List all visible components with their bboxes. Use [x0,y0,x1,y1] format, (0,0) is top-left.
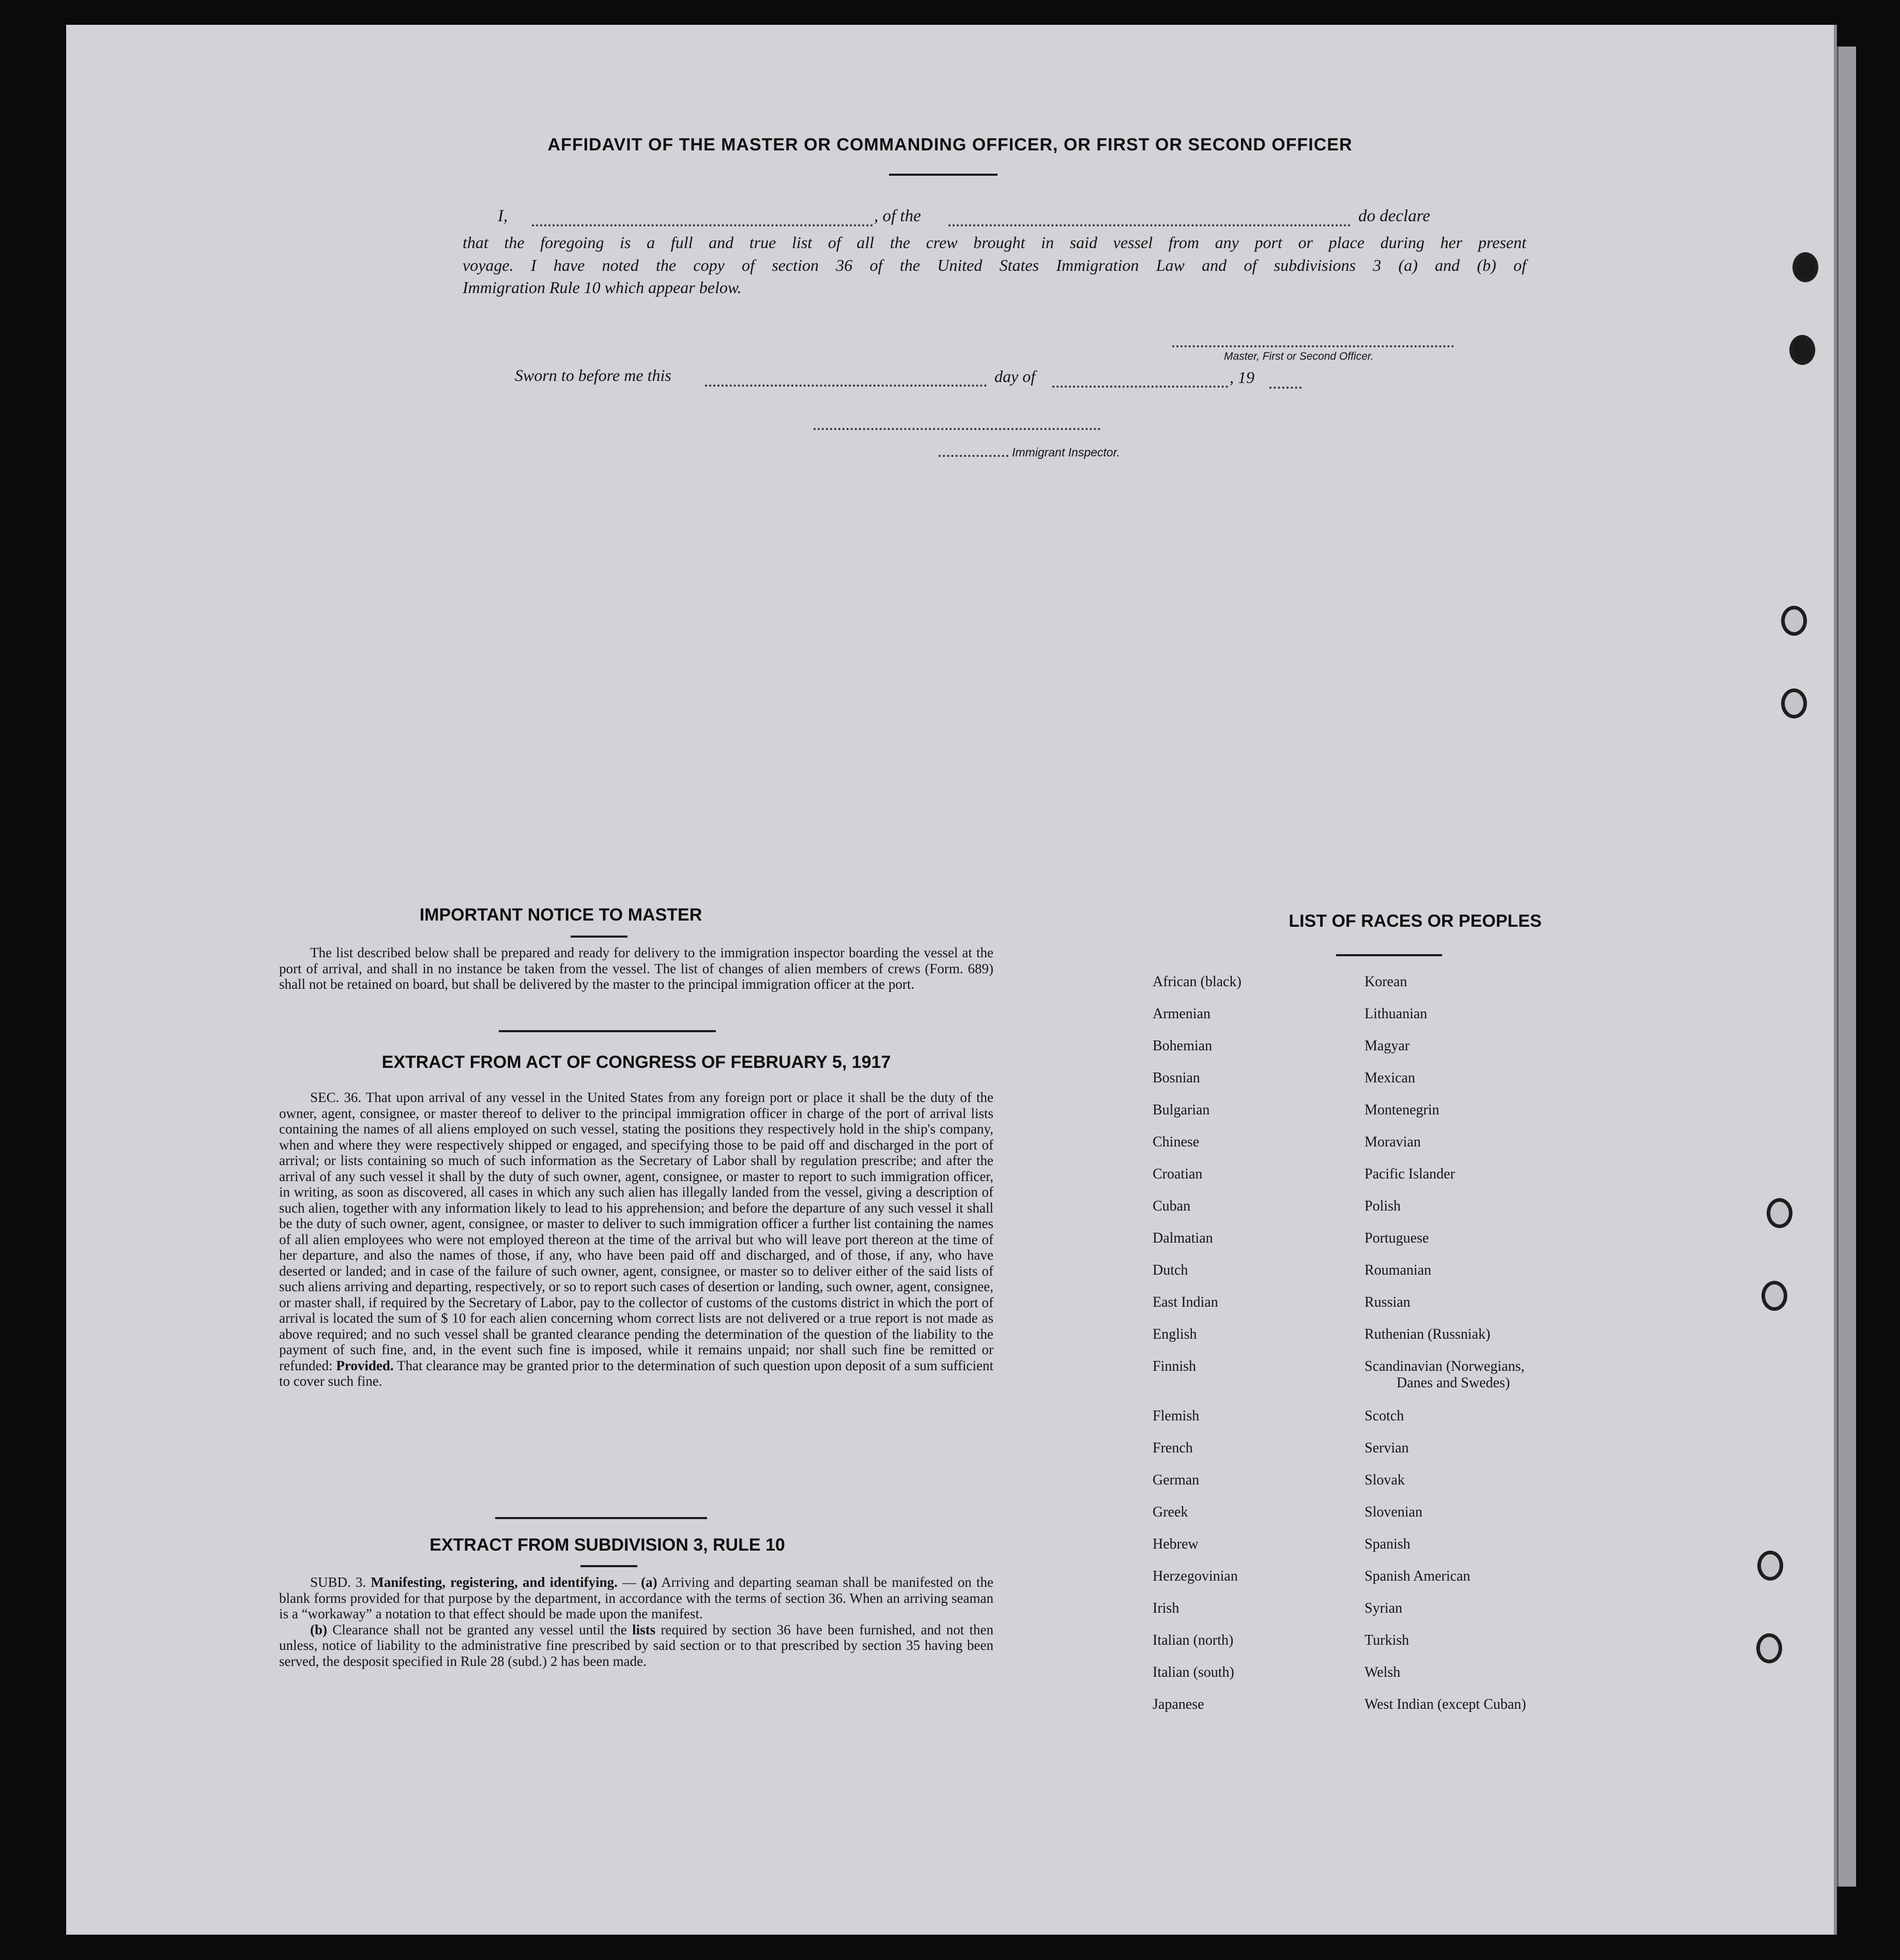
race-left-cell: Chinese [1153,1134,1200,1150]
race-row [1153,1408,1618,1440]
day-of-label: day of [994,367,1036,386]
affidavit-i-label: I, [498,207,508,225]
document-page [66,25,1837,1935]
race-row [1153,1198,1618,1230]
race-row [1153,1600,1618,1632]
race-row [1153,1358,1618,1408]
notice-separator [499,1030,716,1032]
race-row [1153,1472,1618,1504]
race-right-cell: West Indian (except Cuban) [1365,1696,1526,1712]
race-row [1153,1006,1618,1038]
sworn-day-blank[interactable] [705,385,987,387]
binder-hole-icon [1761,1281,1787,1311]
signature-caption: Master, First or Second Officer. [1224,350,1374,362]
races-table-body [1153,974,1618,1728]
race-right-cell: Slovenian [1365,1504,1422,1520]
race-right-cell: Polish [1365,1198,1401,1214]
affidavit-line-1 [498,207,1526,233]
race-row [1153,1440,1618,1472]
notice-title-rule [571,936,627,938]
rule-a-paragraph [279,1574,993,1622]
race-right-cell: Turkish [1365,1632,1409,1648]
act-provided: Provided. [336,1357,394,1373]
rule-title-rule [580,1565,637,1567]
race-row [1153,1632,1618,1664]
rule-text [279,1574,993,1669]
race-left-cell: Flemish [1153,1408,1200,1424]
rule-b-paragraph [279,1622,993,1670]
race-row [1153,1696,1618,1728]
race-row [1153,974,1618,1006]
race-right-cell: Scandinavian (Norwegians, Danes and Swedes) [1365,1358,1525,1391]
race-left-cell: Dalmatian [1153,1230,1213,1246]
races-title-rule [1336,954,1442,956]
race-left-cell: Italian (south) [1153,1664,1234,1680]
affidavit-vessel-blank[interactable] [948,224,1351,226]
race-left-cell: Croatian [1153,1166,1203,1182]
race-right-cell: Welsh [1365,1664,1401,1680]
binder-hole-icon [1767,1198,1792,1228]
race-row [1153,1326,1618,1358]
race-row [1153,1262,1618,1294]
race-right-cell: Moravian [1365,1134,1421,1150]
rule-b-lists: lists [632,1621,656,1637]
act-separator [495,1517,707,1519]
race-left-cell: Cuban [1153,1198,1191,1214]
race-right-cell: Magyar [1365,1038,1410,1054]
race-right-cell: Pacific Islander [1365,1166,1455,1182]
race-row [1153,1664,1618,1696]
binder-hole-icon [1789,335,1815,365]
binder-hole-icon [1756,1633,1782,1663]
race-row [1153,1038,1618,1070]
race-row [1153,1134,1618,1166]
act-text [279,1090,993,1389]
race-right-cell: Lithuanian [1365,1006,1428,1022]
race-right-cell: Slovak [1365,1472,1405,1488]
rule-title: EXTRACT FROM SUBDIVISION 3, RULE 10 [430,1535,785,1555]
race-left-cell: East Indian [1153,1294,1218,1310]
year-label: , 19 [1230,368,1254,387]
race-row [1153,1070,1618,1102]
race-left-cell: Bulgarian [1153,1102,1210,1118]
affidavit-title: AFFIDAVIT OF THE MASTER OR COMMANDING OFFICER, OR FIRST OR SECOND OFFICER [547,135,1353,155]
signature-line[interactable] [1172,345,1454,347]
rule-a-dash: — [622,1574,637,1590]
race-left-cell: African (black) [1153,974,1242,990]
race-right-cell: Servian [1365,1440,1409,1456]
binder-hole-icon [1792,252,1818,282]
race-row [1153,1536,1618,1568]
race-left-cell: Japanese [1153,1696,1204,1712]
races-title: LIST OF RACES OR PEOPLES [1289,911,1542,931]
rule-a-text: Arriving and departing seaman shall be manifested on the blank forms provided for that purpose by the department, in accordance with the terms of section 36. When an arriving seaman is a “workaway” a notation to that effect should be made upon the manifest. [279,1574,994,1621]
rule-a-heading: Manifesting, registering, and identifying. [371,1574,618,1590]
race-row [1153,1294,1618,1326]
race-left-cell: Finnish [1153,1358,1197,1374]
act-body-end: That clearance may be granted prior to the determination of such question upon deposit of a sum sufficient to cover such fine. [279,1357,993,1389]
binder-hole-icon [1781,688,1807,718]
race-left-cell: Greek [1153,1504,1188,1520]
race-right-cell: Mexican [1365,1070,1415,1086]
race-row [1153,1166,1618,1198]
race-right-cell: Korean [1365,974,1407,990]
race-left-cell: English [1153,1326,1197,1342]
act-title: EXTRACT FROM ACT OF CONGRESS OF FEBRUARY 5, 1917 [381,1052,891,1072]
races-table [1153,974,1618,1728]
binder-hole-icon [1781,606,1807,636]
affidavit-line-4: Immigration Rule 10 which appear below. [463,278,742,297]
race-right-cell: Syrian [1365,1600,1403,1616]
race-left-cell: Dutch [1153,1262,1188,1278]
sworn-year-blank[interactable] [1269,387,1301,389]
race-left-cell: Bosnian [1153,1070,1200,1086]
notice-text: The list described below shall be prepared and ready for delivery to the immigration inspector boarding the vessel at the port of arrival, and shall in no instance be taken from the vessel. The list of changes of alien members of crews (Form. 689) shall not be retained on board, but shall be delivered by the master to the principal immigration officer at the port. [279,945,993,992]
race-right-cell: Ruthenian (Russniak) [1365,1326,1491,1342]
sworn-label: Sworn to before me this [515,366,671,385]
rule-b-text-2: required by section 36 have been furnished, and not then unless, notice of liability to the administrative fine prescribed by said section or to that prescribed by section 35 having been served, the desposit specified in Rule 28 (subd.) 2 has been made. [279,1621,994,1669]
rule-b-text-1: Clearance shall not be granted any vessel until the [332,1621,627,1637]
rule-b-label: (b) [310,1621,327,1637]
inspector-caption: Immigrant Inspector. [1012,446,1120,459]
race-right-cell: Spanish [1365,1536,1411,1552]
sworn-month-blank[interactable] [1052,386,1228,388]
rule-a-prefix: SUBD. 3. [310,1574,366,1590]
affidavit-name-blank[interactable] [532,224,873,226]
race-row [1153,1504,1618,1536]
race-right-cell: Roumanian [1365,1262,1432,1278]
race-right-cell: Portuguese [1365,1230,1429,1246]
affidavit-of-the-label: , of the [874,207,921,225]
race-row [1153,1568,1618,1600]
race-row [1153,1102,1618,1134]
affidavit-line-3: voyage. I have noted the copy of section 36 of the United States Immigration Law and of subdivisions 3 (a) and (b) of [463,256,1526,274]
race-left-cell: German [1153,1472,1200,1488]
act-body: SEC. 36. That upon arrival of any vessel in the United States from any foreign port or place it shall be the duty of the owner, agent, consignee, or master thereof to deliver to the principal immigration officer in charge of the port of arrival lists containing the names of all aliens employed on such vessel, stating the positions they respectively hold in the ship's company, when and where they were respectively shipped or engaged, and specifying those to be paid off and discharged in the port of arrival; or lists containing so much of such information as the Secretary of Labor shall by regulation prescribe; and after the arrival of any such vessel it shall by the duty of such owner, agent, consignee, or master to report to such immigration officer, in writing, as soon as discovered, all cases in which any such alien has illegally landed from the vessel, giving a description of such alien, together with any information likely to lead to his apprehension; and before the departure of any such vessel it shall be the duty of such owner, agent, consignee, or master to deliver to such immigration officer a further list containing the names of all alien employees who were not employed thereon at the time of the arrival but who will leave port thereon at the time of her departure, and also the names of those, if any, who have been paid off and discharged, and of those, if any, who have deserted or landed; and in case of the failure of such owner, agent, consignee, or master so to deliver either of the said lists of such aliens arriving and departing, respectively, or so to report such cases of desertion or landing, such owner, agent, consignee, or master shall, if required by the Secretary of Labor, pay to the collector of customs of the customs district in which the port of arrival is located the sum of $ 10 for each alien concerning whom correct lists are not delivered or a true report is not made as above required; and no such vessel shall be granted clearance pending the determination of the question of the liability to the payment of such fine, and, in the event such fine is imposed, while it remains unpaid; nor shall such fine be remitted or refunded: [279,1090,993,1373]
race-left-cell: Irish [1153,1600,1179,1616]
race-left-cell: Armenian [1153,1006,1211,1022]
race-left-cell: Hebrew [1153,1536,1199,1552]
page-edge [1837,47,1856,1887]
affidavit-do-declare: do declare [1358,207,1430,225]
race-left-cell: French [1153,1440,1193,1456]
race-left-cell: Italian (north) [1153,1632,1234,1648]
race-right-cell: Spanish American [1365,1568,1470,1584]
inspector-signature-line[interactable] [814,428,1100,430]
notice-title: IMPORTANT NOTICE TO MASTER [419,905,702,925]
race-row [1153,1230,1618,1262]
race-left-cell: Herzegovinian [1153,1568,1238,1584]
race-left-cell: Bohemian [1153,1038,1213,1054]
affidavit-title-rule [889,174,998,176]
affidavit-line-2: that the foregoing is a full and true list of all the crew brought in said vessel from any port or place during her present [463,233,1526,252]
race-right-cell: Russian [1365,1294,1411,1310]
rule-a-label: (a) [641,1574,657,1590]
race-right-cell: Montenegrin [1365,1102,1439,1118]
inspector-caption-leader [939,455,1008,457]
sworn-line [515,366,1393,392]
binder-hole-icon [1757,1551,1783,1581]
race-right-cell: Scotch [1365,1408,1404,1424]
